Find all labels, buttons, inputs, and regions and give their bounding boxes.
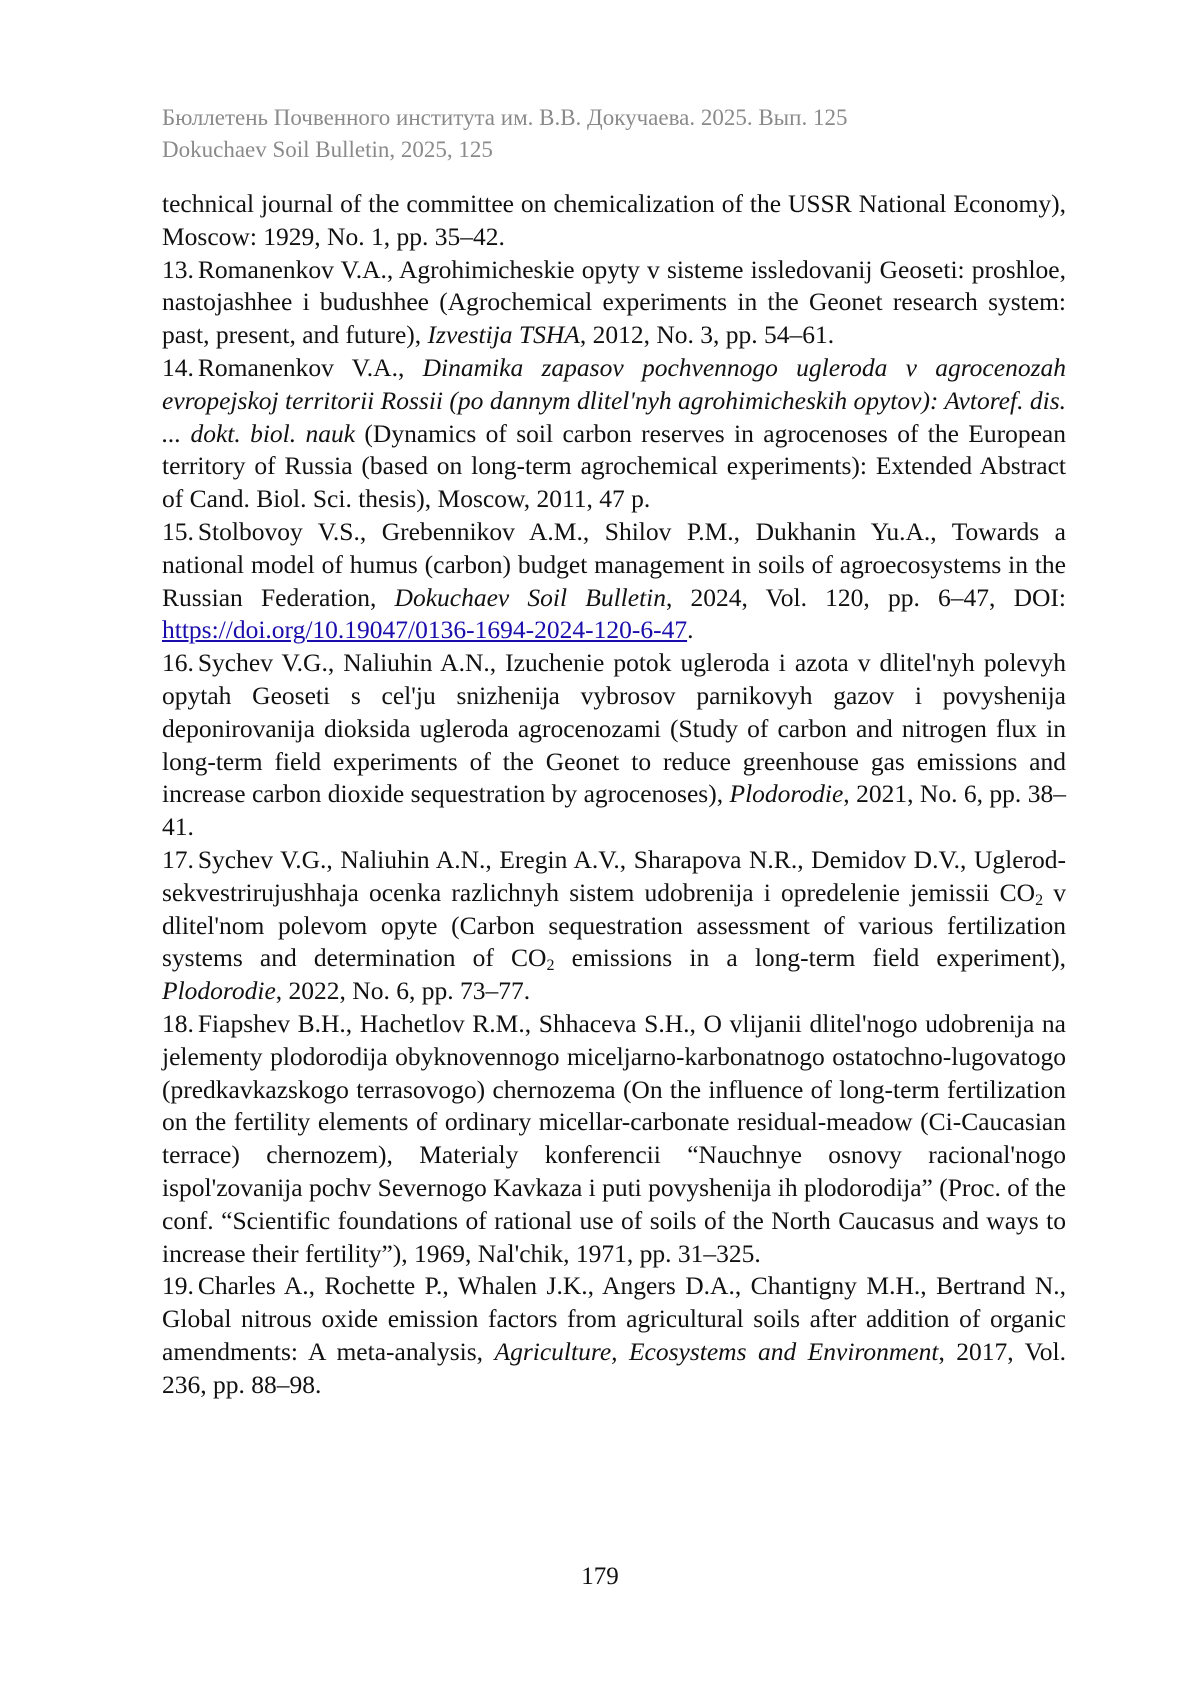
reference-text: emissions in a long-term field experiment),: [554, 943, 1066, 973]
reference-text: Stolbovoy V.S., Grebennikov A.M., Shilov P.M., Dukhanin Yu.A., Towards a national model of humus (carbon) budget management in soils of agroecosystems in the Russian Federation,: [162, 516, 1066, 612]
reference-number: 16.: [162, 648, 194, 678]
reference-text: Charles A., Rochette P., Whalen J.K., Angers D.A., Chantigny M.H., Bertrand N., Global nitrous oxide emission factors from agricultural soils after addition of organic amendments: A meta-analysis,: [162, 1271, 1066, 1366]
reference-text: Sychev V.G., Naliuhin A.N., Izuchenie potok ugleroda i azota v dlitel'nyh polevyh opytah Geoseti s cel'ju snizhenija vybrosov parnikovyh gazov i povyshenija deponirovanija dioksida ugleroda agrocenozami (Study of carbon and nitrogen flux in long-term field experiments of the Geonet to reduce greenhouse gas emissions and increase carbon dioxide sequestration by agrocenoses),: [162, 648, 1066, 809]
reference-text: technical journal of the committee on chemicalization of the USSR National Economy), Moscow: 1929, No. 1, pp. 35–42.: [162, 189, 1066, 251]
reference-text: .: [687, 615, 694, 645]
reference-text: , 2024, Vol. 120, pp. 6–47, DOI:: [666, 582, 1066, 612]
journal-title: Dokuchaev Soil Bulletin: [394, 582, 666, 612]
reference-text: Sychev V.G., Naliuhin A.N., Eregin A.V., Sharapova N.R., Demidov D.V., Uglerod-sekvestrirujushhaja ocenka razlichnyh sistem udobrenija i opredelenie jemissii CO: [162, 844, 1066, 907]
reference-18: [162, 1008, 1066, 1270]
reference-15: [162, 516, 1066, 647]
reference-text: v dlitel'nom polevom opyte (Carbon sequestration assessment of various fertilization systems and determination of CO: [162, 877, 1067, 973]
reference-number: 18.: [162, 1008, 194, 1038]
reference-text: , 2022, No. 6, pp. 73–77.: [275, 976, 531, 1006]
running-header: [162, 102, 847, 166]
reference-number: 14.: [162, 352, 194, 382]
journal-title: Agriculture, Ecosystems and Environment: [494, 1336, 939, 1366]
page-number: 179: [581, 1563, 619, 1590]
reference-13: [162, 254, 1066, 352]
reference-number: 15.: [162, 516, 194, 546]
reference-list: [162, 188, 1066, 1401]
reference-19: [162, 1270, 1066, 1401]
reference-number: 13.: [162, 254, 194, 284]
work-title: Dinamika zapasov pochvennogo ugleroda v agrocenozah evropejskoj territorii Rossii (po dannym dlitel'nyh agrohimicheskih opytov): Avtoref. dis. ... dokt. biol. nauk: [162, 352, 1066, 448]
header-journal-ru: Бюллетень Почвенного института им. В.В. Докучаева. 2025. Вып. 125: [162, 105, 848, 130]
subscript: 2: [546, 957, 555, 975]
reference-continuation: [162, 188, 1066, 254]
journal-title: Plodorodie: [162, 976, 276, 1006]
journal-title: Izvestija TSHA: [427, 320, 580, 350]
reference-text: , 2017, Vol. 236, pp. 88–98.: [162, 1336, 1066, 1399]
reference-text: Romanenkov V.A.,: [197, 352, 423, 382]
journal-title: Plodorodie: [729, 779, 844, 809]
reference-text: Romanenkov V.A., Agrohimicheskie opyty v sisteme issledovanij Geoseti: proshloe, nastojashhee i budushhee (Agrochemical experiments in the Geonet research system: past, present, and future),: [162, 254, 1066, 350]
reference-number: 19.: [162, 1271, 194, 1301]
subscript: 2: [1035, 891, 1044, 909]
reference-17: [162, 844, 1066, 1008]
doi-link[interactable]: https://doi.org/10.19047/0136-1694-2024-120-6-47: [162, 615, 688, 645]
reference-14: [162, 352, 1066, 516]
reference-text: (Dynamics of soil carbon reserves in agrocenoses of the European territory of Russia (based on long-term agrochemical experiments): Extended Abstract of Cand. Biol. Sci. thesis), Moscow, 2011, 47 p.: [162, 418, 1067, 514]
reference-text: Fiapshev B.H., Hachetlov R.M., Shhaceva S.H., O vlijanii dlitel'nogo udobrenija na jelementy plodorodija obyknovennogo miceljarno-karbonatnogo ostatochno-lugovatogo (predkavkazskogo terrasovogo) chernozema (On the influence of long-term fertilization on the fertility elements of ordinary micellar-carbonate residual-meadow (Ci-Caucasian terrace) chernozem), Materialy konferencii “Nauchnye osnovy racional'nogo ispol'zovanija pochv Severnogo Kavkaza i puti povyshenija ih plodorodija” (Proc. of the conf. “Scientific foundations of rational use of soils of the North Caucasus and ways to increase their fertility”), 1969, Nal'chik, 1971, pp. 31–325.: [162, 1008, 1066, 1268]
reference-16: [162, 647, 1066, 844]
reference-text: , 2012, No. 3, pp. 54–61.: [579, 320, 835, 350]
reference-text: , 2021, No. 6, pp. 38–41.: [162, 779, 1066, 842]
reference-number: 17.: [162, 844, 194, 874]
header-journal-en: Dokuchaev Soil Bulletin, 2025, 125: [162, 137, 493, 162]
